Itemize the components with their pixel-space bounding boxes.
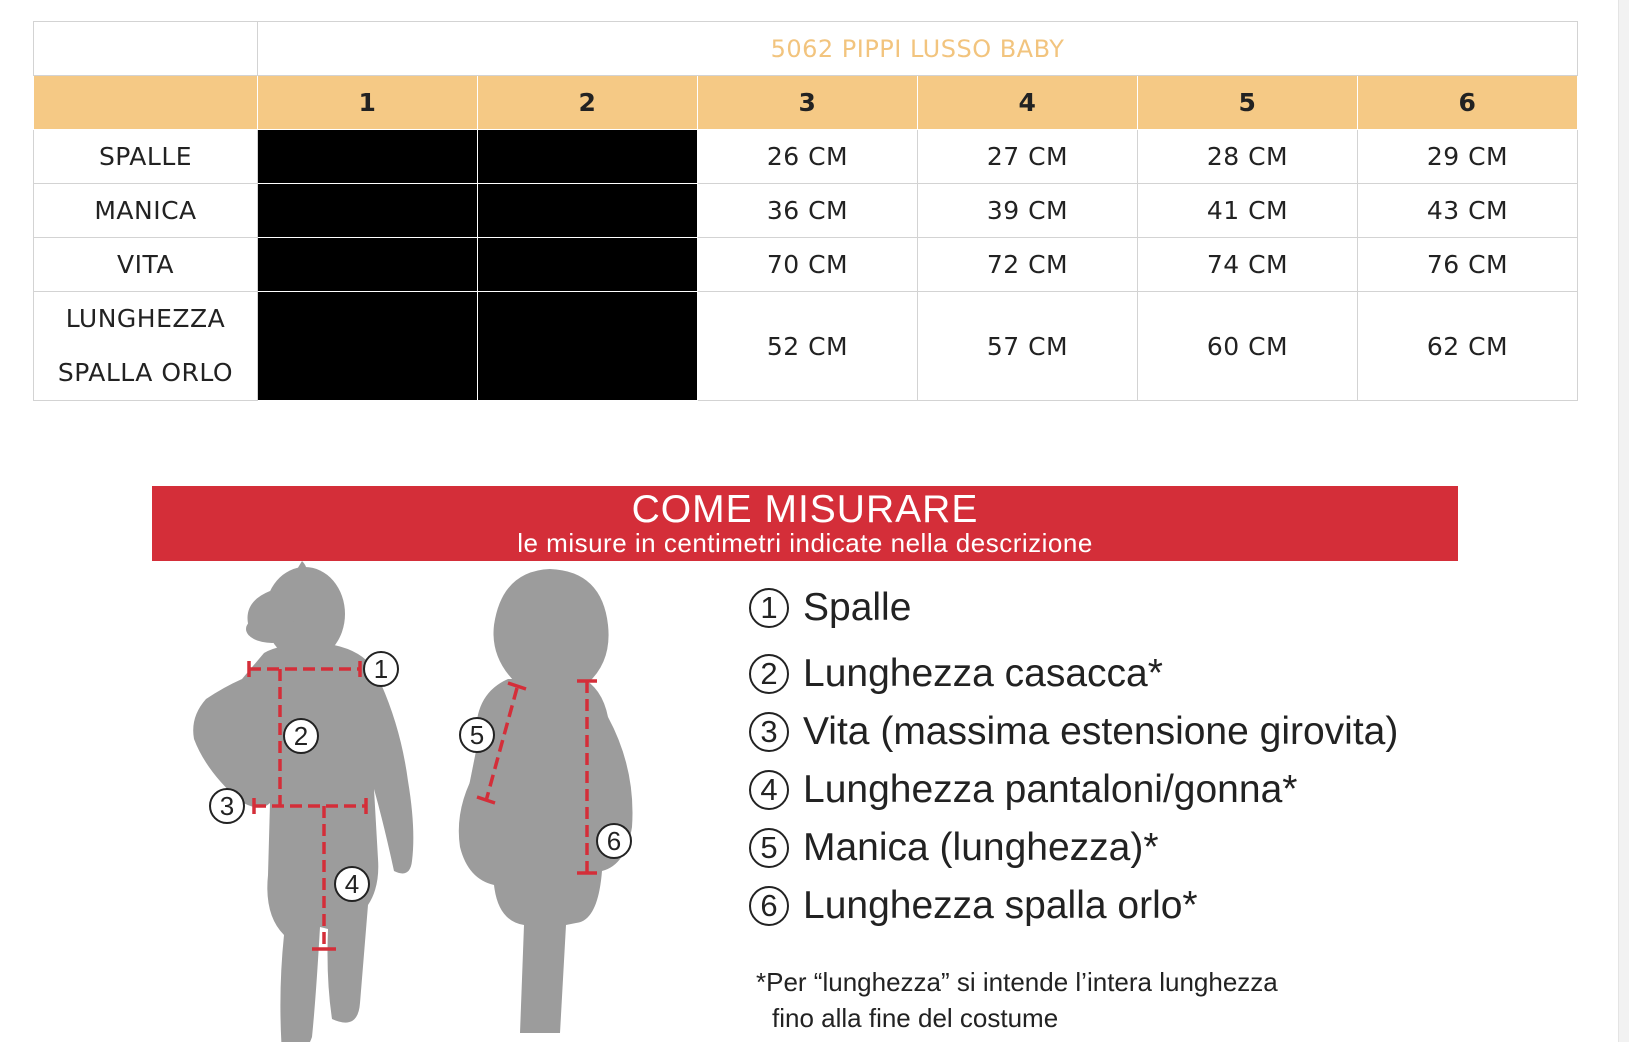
legend-number: 6 xyxy=(749,886,789,926)
footnote-line: fino alla fine del costume xyxy=(772,1003,1059,1033)
measure-cell: 72 CM xyxy=(918,238,1138,292)
marker-label: 5 xyxy=(469,720,485,750)
size-number: 6 xyxy=(1358,76,1578,130)
measure-cell: 43 CM xyxy=(1358,184,1578,238)
measure-cell: 39 CM xyxy=(918,184,1138,238)
size-number: 3 xyxy=(698,76,918,130)
marker-2 xyxy=(284,719,318,753)
unavailable-cell xyxy=(478,238,698,292)
legend-number: 5 xyxy=(749,828,789,868)
legend-item xyxy=(749,826,1159,870)
legend-number: 3 xyxy=(749,712,789,752)
unavailable-cell xyxy=(478,184,698,238)
unavailable-cell xyxy=(258,238,478,292)
size-number: 2 xyxy=(478,76,698,130)
measuring-figures xyxy=(152,561,712,1042)
marker-label: 6 xyxy=(606,826,622,856)
measure-cell: 52 CM xyxy=(698,292,918,401)
row-label xyxy=(34,292,258,401)
marker-5 xyxy=(460,718,494,752)
measure-cell: 62 CM xyxy=(1358,292,1578,401)
table-row xyxy=(34,184,1578,238)
unavailable-cell xyxy=(258,292,478,401)
measure-cell: 76 CM xyxy=(1358,238,1578,292)
size-number: 4 xyxy=(918,76,1138,130)
measure-cell: 70 CM xyxy=(698,238,918,292)
legend-number: 1 xyxy=(749,588,789,628)
row-label-line: SPALLA ORLO xyxy=(57,358,234,387)
unavailable-cell xyxy=(258,130,478,184)
row-label: MANICA xyxy=(34,184,258,238)
marker-4 xyxy=(335,867,369,901)
size-table xyxy=(33,21,1578,401)
legend-number: 2 xyxy=(749,654,789,694)
table-corner-cell xyxy=(34,22,258,76)
table-row xyxy=(34,130,1578,184)
measure-cell: 41 CM xyxy=(1138,184,1358,238)
page-scrollbar[interactable] xyxy=(1618,0,1629,1042)
measure-cell: 29 CM xyxy=(1358,130,1578,184)
footnote-line: *Per “lunghezza” si intende l’intera lunghezza xyxy=(756,967,1278,997)
marker-6 xyxy=(597,824,631,858)
legend-item xyxy=(749,768,1297,812)
guide-subtitle: le misure in centimetri indicate nella descrizione xyxy=(517,528,1093,558)
measure-cell: 28 CM xyxy=(1138,130,1358,184)
legend-item xyxy=(749,710,1398,754)
measuring-guide xyxy=(152,486,1458,1042)
legend-number: 4 xyxy=(749,770,789,810)
legend-item xyxy=(749,652,1163,696)
marker-1 xyxy=(364,652,398,686)
size-number-row xyxy=(34,76,1578,130)
measure-cell: 60 CM xyxy=(1138,292,1358,401)
guide-title: COME MISURARE xyxy=(631,488,979,531)
table-row xyxy=(34,292,1578,401)
row-label: SPALLE xyxy=(34,130,258,184)
measure-cell: 27 CM xyxy=(918,130,1138,184)
measure-cell: 26 CM xyxy=(698,130,918,184)
guide-banner xyxy=(152,486,1458,561)
marker-label: 1 xyxy=(373,654,389,684)
measure-cell: 36 CM xyxy=(698,184,918,238)
legend-text: Lunghezza casacca* xyxy=(803,652,1163,695)
legend-text: Manica (lunghezza)* xyxy=(803,826,1159,869)
legend-text: Lunghezza spalla orlo* xyxy=(803,884,1198,927)
unavailable-cell xyxy=(258,184,478,238)
legend-item xyxy=(749,884,1198,928)
unavailable-cell xyxy=(478,292,698,401)
row-label: VITA xyxy=(34,238,258,292)
marker-label: 2 xyxy=(293,721,309,751)
marker-label: 3 xyxy=(219,791,235,821)
legend-item xyxy=(749,586,911,630)
marker-3 xyxy=(210,789,244,823)
marker-label: 4 xyxy=(344,869,360,899)
row-label-line: LUNGHEZZA xyxy=(65,304,226,333)
size-number-corner xyxy=(34,76,258,130)
table-row xyxy=(34,238,1578,292)
measure-cell: 74 CM xyxy=(1138,238,1358,292)
unavailable-cell xyxy=(478,130,698,184)
size-number: 5 xyxy=(1138,76,1358,130)
size-number: 1 xyxy=(258,76,478,130)
legend-text: Lunghezza pantaloni/gonna* xyxy=(803,768,1298,811)
length-footnote xyxy=(756,964,1278,1036)
legend-text: Spalle xyxy=(803,586,912,629)
table-title: 5062 PIPPI LUSSO BABY xyxy=(258,22,1578,76)
measure-cell: 57 CM xyxy=(918,292,1138,401)
legend-text: Vita (massima estensione girovita) xyxy=(803,710,1399,753)
table-title-row xyxy=(34,22,1578,76)
